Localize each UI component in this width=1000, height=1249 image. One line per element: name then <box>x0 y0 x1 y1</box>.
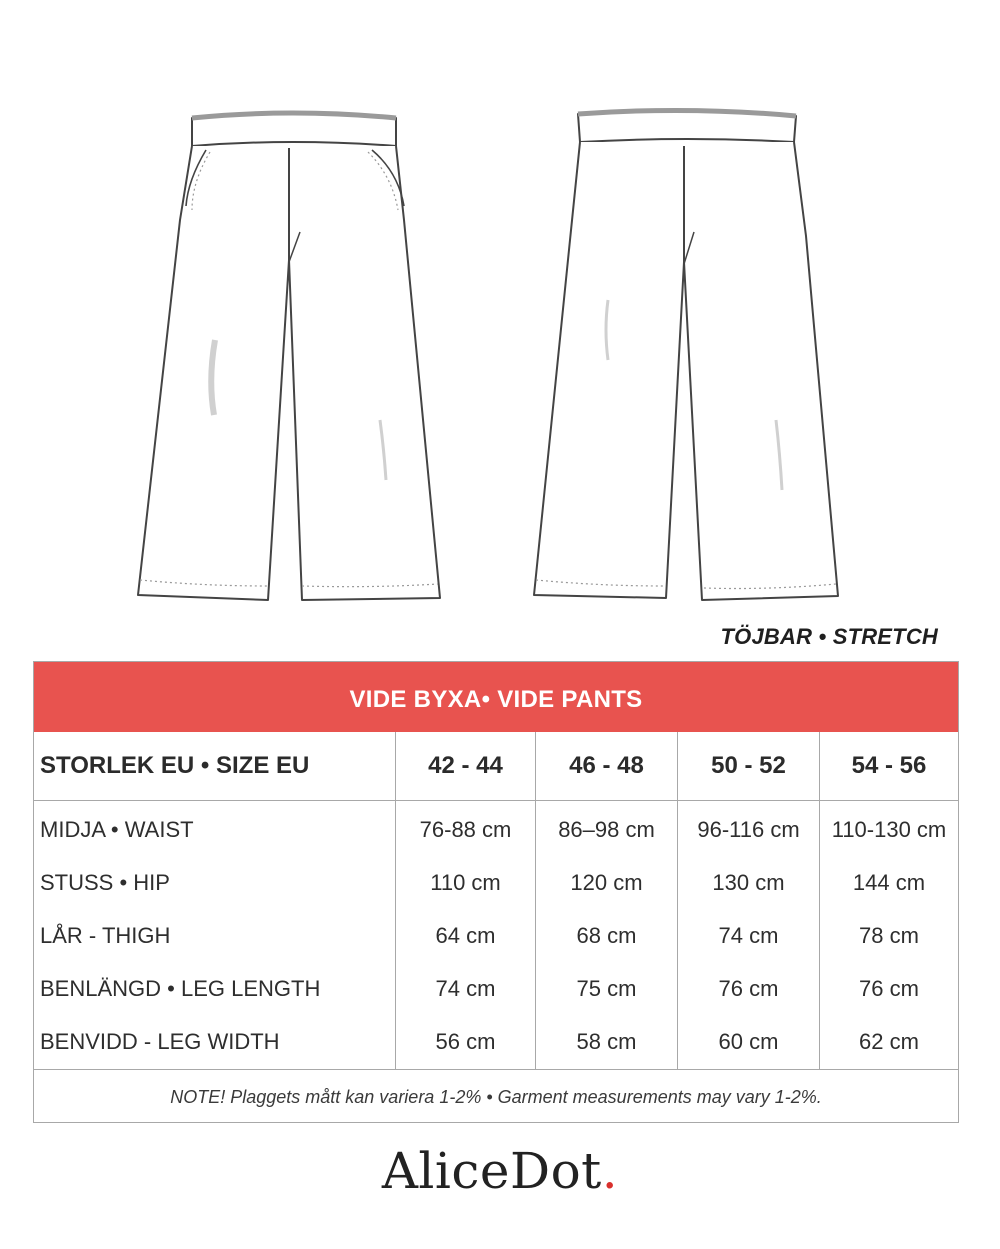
table-cell: 56 cm <box>435 1029 496 1054</box>
garment-illustrations <box>0 0 1000 620</box>
table-cell: 62 cm <box>859 1029 919 1054</box>
table-cell: 110 cm <box>430 870 501 895</box>
table-cell: 60 cm <box>718 1029 779 1054</box>
table-cell: 110-130 cm <box>831 817 947 842</box>
size-column-42-44 <box>395 801 535 1069</box>
table-cell: 86–98 cm <box>558 817 655 842</box>
table-cell: 96-116 cm <box>697 817 800 842</box>
size-header-46-48: 46 - 48 <box>535 732 677 800</box>
pants-front-drawing <box>138 113 440 600</box>
pants-drawings <box>0 0 1000 620</box>
table-cell: 64 cm <box>435 923 496 948</box>
table-cell: 74 cm <box>435 976 496 1001</box>
label-waist: MIDJA • WAIST <box>40 817 194 842</box>
table-header-row <box>34 732 958 801</box>
size-chart-table <box>33 661 959 1123</box>
logo-text: AliceDot <box>381 1142 602 1200</box>
table-cell: 68 cm <box>576 923 637 948</box>
table-cell: 78 cm <box>859 923 919 948</box>
size-header-label: STORLEK EU • SIZE EU <box>40 752 310 779</box>
table-cell: 76-88 cm <box>419 817 512 842</box>
table-cell: 120 cm <box>570 870 643 895</box>
label-hip: STUSS • HIP <box>40 870 170 895</box>
size-header-42-44: 42 - 44 <box>395 732 535 800</box>
table-cell: 58 cm <box>576 1029 637 1054</box>
table-cell: 74 cm <box>718 923 779 948</box>
table-cell: 75 cm <box>576 976 637 1001</box>
label-leg-width: BENVIDD - LEG WIDTH <box>40 1029 280 1054</box>
table-cell: 130 cm <box>712 870 785 895</box>
table-title: VIDE BYXA• VIDE PANTS <box>34 662 958 732</box>
table-cell: 144 cm <box>852 870 926 895</box>
pants-back-drawing <box>534 110 838 600</box>
table-cell: 76 cm <box>859 976 919 1001</box>
size-column-46-48 <box>535 801 677 1069</box>
stretch-label: TÖJBAR • STRETCH <box>720 624 938 649</box>
brand-logo <box>0 1142 1000 1200</box>
size-column-54-56 <box>819 801 958 1069</box>
table-cell: 76 cm <box>718 976 779 1001</box>
measure-label-column <box>34 801 395 1069</box>
measurement-note: NOTE! Plaggets mått kan variera 1-2% • Garment measurements may vary 1-2%. <box>170 1087 822 1107</box>
table-body <box>34 801 958 1070</box>
logo-dot: . <box>601 1142 619 1200</box>
label-thigh: LÅR - THIGH <box>40 923 171 948</box>
size-header-50-52: 50 - 52 <box>677 732 819 800</box>
size-column-50-52 <box>677 801 819 1069</box>
size-header-54-56: 54 - 56 <box>819 732 958 800</box>
label-leg-length: BENLÄNGD • LEG LENGTH <box>40 976 321 1001</box>
